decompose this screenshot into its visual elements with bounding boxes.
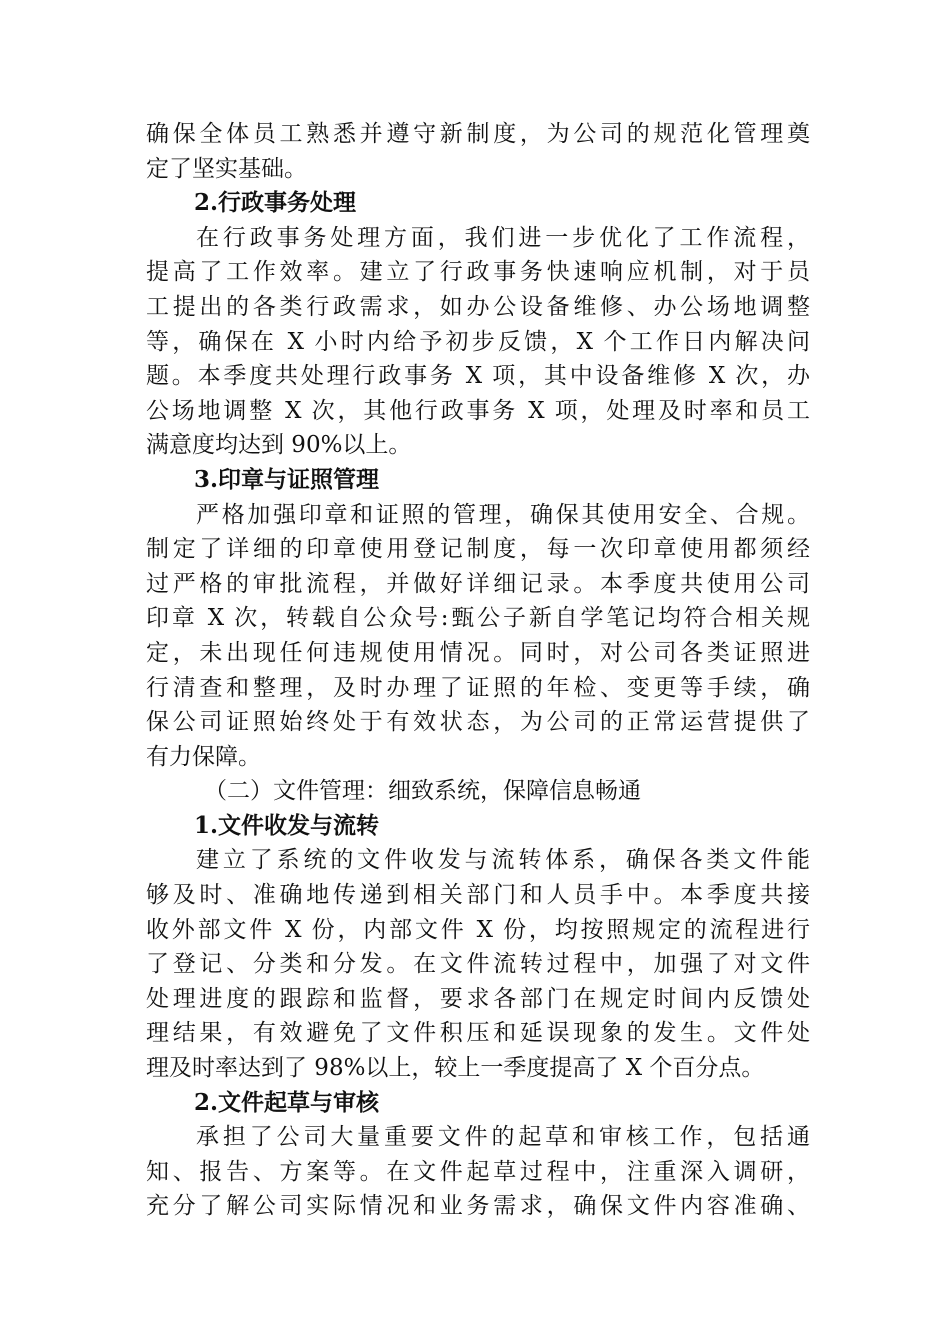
paragraph-line: 制定了详细的印章使用登记制度，每一次印章使用都须经	[146, 536, 810, 563]
admin-paragraph	[146, 221, 810, 463]
paragraph-line: 确保全体员工熟悉并遵守新制度，为公司的规范化管理奠	[146, 121, 810, 147]
paragraph-line: 收外部文件 X 份，内部文件 X 份，均按照规定的流程进行	[146, 916, 810, 943]
paragraph-line: 在行政事务处理方面，我们进一步优化了工作流程，	[196, 224, 810, 251]
intro-paragraph	[146, 117, 810, 186]
document-page	[146, 117, 810, 1224]
paragraph-line: 公场地调整 X 次，其他行政事务 X 项，处理及时率和员工	[146, 397, 810, 424]
paragraph-line: 理及时率达到了 98%以上，较上一季度提高了 X 个百分点。	[146, 1055, 765, 1082]
section-heading-drafting: 2.文件起草与审核	[194, 1088, 380, 1116]
paragraph-line: 满意度均达到 90%以上。	[146, 432, 412, 459]
paragraph-line: 定了坚实基础。	[146, 155, 307, 182]
paragraph-line: 题。本季度共处理行政事务 X 项，其中设备维修 X 次，办	[146, 363, 810, 390]
seal-paragraph	[146, 498, 810, 775]
paragraph-line: 定，未出现任何违规使用情况。同时，对公司各类证照进	[146, 639, 810, 666]
section-heading-file-flow: 1.文件收发与流转	[194, 811, 380, 839]
drafting-paragraph	[146, 1120, 810, 1224]
paragraph-line: 严格加强印章和证照的管理，确保其使用安全、合规。	[196, 501, 810, 528]
paragraph-line: 提高了工作效率。建立了行政事务快速响应机制，对于员	[146, 259, 810, 286]
section-heading-admin: 2.行政事务处理	[194, 189, 357, 217]
paragraph-line: 够及时、准确地传递到相关部门和人员手中。本季度共接	[146, 882, 810, 909]
paragraph-line: 保公司证照始终处于有效状态，为公司的正常运营提供了	[146, 709, 810, 736]
paragraph-line: 行清查和整理，及时办理了证照的年检、变更等手续，确	[146, 674, 810, 701]
paragraph-line: 有力保障。	[146, 743, 261, 770]
paragraph-line: 充分了解公司实际情况和业务需求，确保文件内容准确、	[146, 1193, 810, 1220]
paragraph-line: 印章 X 次，转载自公众号:甄公子新自学笔记均符合相关规	[146, 605, 810, 632]
paragraph-line: 建立了系统的文件收发与流转体系，确保各类文件能	[196, 847, 810, 874]
paragraph-line: 了登记、分类和分发。在文件流转过程中，加强了对文件	[146, 951, 810, 978]
paragraph-line: 工提出的各类行政需求，如办公设备维修、办公场地调整	[146, 293, 810, 320]
part-two-heading: （二）文件管理：细致系统，保障信息畅通	[204, 778, 641, 805]
file-flow-paragraph	[146, 843, 810, 1085]
section-heading-seal: 3.印章与证照管理	[194, 465, 380, 493]
paragraph-line: 等，确保在 X 小时内给予初步反馈，X 个工作日内解决问	[146, 328, 810, 355]
paragraph-line: 处理进度的跟踪和监督，要求各部门在规定时间内反馈处	[146, 985, 810, 1012]
paragraph-line: 承担了公司大量重要文件的起草和审核工作，包括通	[196, 1124, 810, 1151]
paragraph-line: 过严格的审批流程，并做好详细记录。本季度共使用公司	[146, 570, 810, 597]
paragraph-line: 知、报告、方案等。在文件起草过程中，注重深入调研，	[146, 1158, 810, 1185]
paragraph-line: 理结果，有效避免了文件积压和延误现象的发生。文件处	[146, 1020, 810, 1047]
